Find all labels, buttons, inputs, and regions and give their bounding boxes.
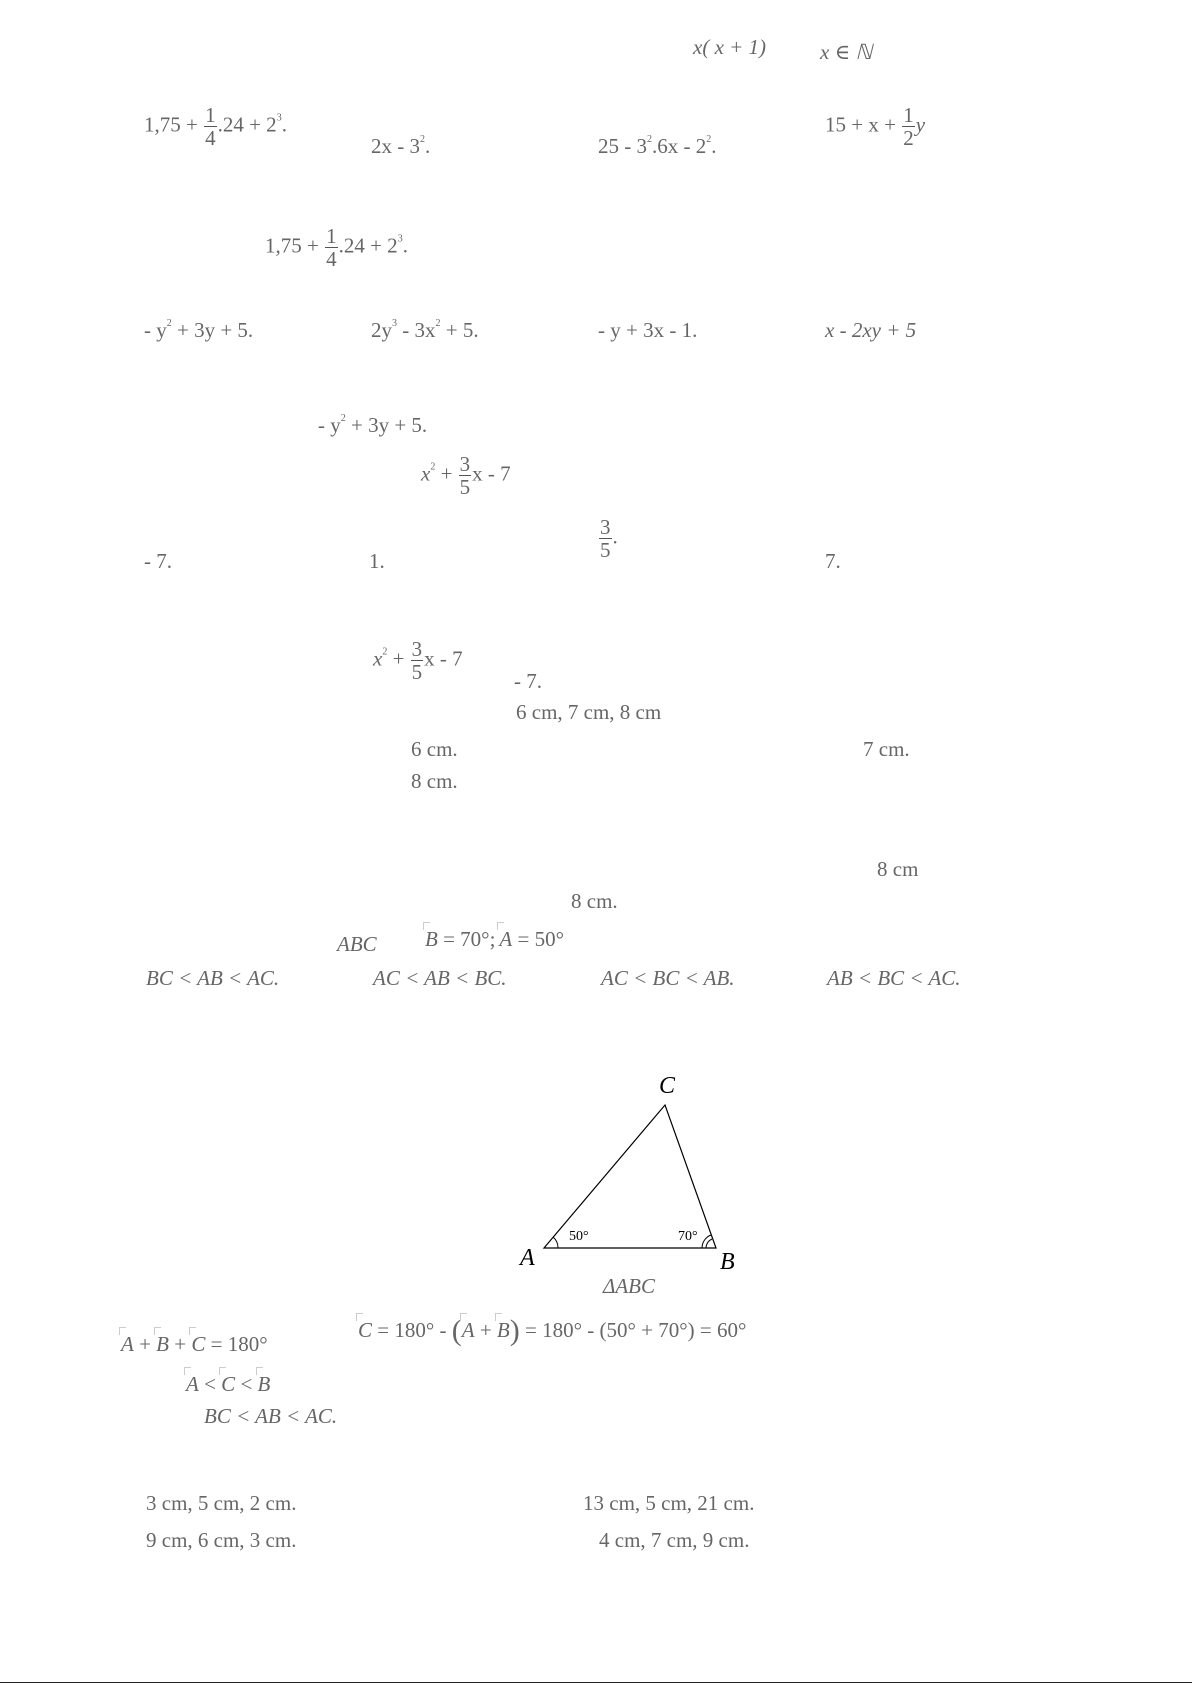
- q3-option-b: 1.: [369, 549, 385, 573]
- a3-poly-plus: +: [387, 646, 410, 671]
- answer-5-result: BC < AB < AC.: [204, 1404, 338, 1428]
- q2a-exp: 2: [166, 318, 172, 329]
- a3-poly-num: 3: [411, 637, 423, 661]
- q3c-fraction: [599, 516, 612, 561]
- a5-calc-plus: +: [474, 1318, 497, 1342]
- q5-angle-b-value: = 70°;: [437, 927, 496, 951]
- q3-poly-num: 3: [459, 452, 471, 476]
- q1c-exp1: 2: [647, 134, 652, 145]
- a5-sum-c: C: [191, 1332, 206, 1356]
- q3c-num: 3: [600, 515, 611, 539]
- angle-b-value: 70°: [678, 1229, 698, 1244]
- a5-calc-part1: = 180° -: [372, 1318, 452, 1342]
- a5-calc-close-paren: ): [509, 1314, 520, 1347]
- a3-poly-exp: 2: [382, 646, 388, 658]
- q1d-fraction: [902, 104, 915, 149]
- a5-sum-a: A: [121, 1332, 134, 1356]
- a1-num: 1: [326, 224, 337, 248]
- a5-order-b: B: [257, 1372, 271, 1396]
- answer-2: [318, 413, 427, 437]
- q1c-part3: .: [711, 134, 717, 158]
- q3-poly-plus: +: [435, 461, 458, 486]
- a2-part1: - y: [318, 413, 341, 437]
- q1c-part2: .6x - 2: [652, 134, 707, 158]
- q2b-exp2: 2: [435, 318, 441, 329]
- q2-option-c: - y + 3x - 1.: [598, 318, 698, 342]
- a5-calc-b: B: [496, 1318, 510, 1342]
- triangle-shape: [544, 1105, 716, 1248]
- vertex-c-label: C: [659, 1073, 676, 1099]
- triangle-figure: [510, 1065, 750, 1280]
- a1-part1: 1,75 +: [265, 233, 325, 258]
- a5-calc-a: A: [461, 1318, 475, 1342]
- a3-poly-den: 5: [411, 660, 423, 684]
- q1a-part2: .24 + 2: [217, 112, 277, 137]
- q1a-num: 1: [205, 103, 216, 127]
- angle-b-arc-inner: [706, 1239, 712, 1248]
- q1a-den: 4: [205, 126, 216, 150]
- q5-angle-a-value: = 50°: [512, 927, 564, 951]
- q5-option-c: AC < BC < AB.: [601, 966, 735, 990]
- answer-4-result: 8 cm.: [571, 889, 618, 913]
- a5-sum-plus2: +: [169, 1332, 192, 1356]
- answer-3-coefficient: - 7.: [514, 669, 542, 693]
- q1a-part3: .: [281, 112, 287, 137]
- a5-calc-c: C: [358, 1318, 373, 1342]
- q2b-part1: 2y: [371, 318, 392, 342]
- q2a-part1: - y: [144, 318, 167, 342]
- answer-3-polynomial: [373, 638, 463, 683]
- q3c-dot: .: [612, 524, 618, 549]
- vertex-a-label: A: [520, 1245, 535, 1271]
- q2b-exp1: 3: [392, 318, 397, 329]
- a5-sum-b: B: [156, 1332, 169, 1356]
- q5-angle-a: A: [499, 927, 513, 951]
- q4-option-a: 6 cm.: [411, 737, 458, 761]
- q2b-part2: - 3x: [397, 318, 436, 342]
- header-expression: x( x + 1): [693, 35, 767, 59]
- q1a-part1: 1,75 +: [144, 112, 204, 137]
- a5-order-lt2: <: [235, 1372, 258, 1396]
- a5-order-a: A: [186, 1372, 199, 1396]
- q6-option-c: 9 cm, 6 cm, 3 cm.: [146, 1528, 297, 1552]
- answer-5-angle-sum: [121, 1332, 268, 1356]
- a3-poly-fraction: [411, 638, 424, 683]
- q1-option-c: [598, 134, 717, 158]
- q3-poly-den: 5: [459, 475, 471, 499]
- a5-order-lt1: <: [198, 1372, 222, 1396]
- q1b-part2: .: [425, 134, 431, 158]
- q4-sides: 6 cm, 7 cm, 8 cm: [516, 700, 662, 724]
- q6-option-d: 4 cm, 7 cm, 9 cm.: [599, 1528, 750, 1552]
- answer-4-value: 8 cm: [877, 857, 919, 881]
- q5-given-angles: [425, 927, 564, 951]
- a3-poly-x: x: [373, 646, 383, 671]
- q1-option-d: [825, 104, 925, 149]
- angle-a-value: 50°: [569, 1229, 589, 1244]
- figure-caption: ΔABC: [603, 1274, 655, 1298]
- a5-sum-plus1: +: [133, 1332, 157, 1356]
- a1-den: 4: [326, 247, 337, 271]
- q5-option-d: AB < BC < AC.: [827, 966, 961, 990]
- q5-option-a: BC < AB < AC.: [146, 966, 280, 990]
- q3-poly-exp: 2: [430, 461, 436, 473]
- q1-option-b: [371, 134, 430, 158]
- answer-5-angle-order: [186, 1372, 270, 1396]
- a1-part3: .: [402, 233, 408, 258]
- a2-part2: + 3y + 5.: [345, 413, 428, 437]
- q5-option-b: AC < AB < BC.: [373, 966, 507, 990]
- a1-exp: 3: [397, 233, 403, 245]
- a5-calc-part2: = 180° -: [519, 1318, 600, 1342]
- q3c-den: 5: [600, 538, 611, 562]
- a1-fraction: [325, 225, 338, 270]
- q1d-part2: y: [915, 112, 926, 137]
- q1a-exp: 3: [276, 112, 282, 124]
- q5-angle-b: B: [425, 927, 438, 951]
- a3-poly-rest: x - 7: [424, 646, 463, 671]
- q2a-part2: + 3y + 5.: [171, 318, 254, 342]
- q3-option-a: - 7.: [144, 549, 172, 573]
- a2-exp: 2: [340, 413, 346, 424]
- header-domain: x ∈ ℕ: [820, 40, 873, 64]
- q6-option-a: 3 cm, 5 cm, 2 cm.: [146, 1491, 297, 1515]
- q4-option-b: 7 cm.: [863, 737, 910, 761]
- q3-poly-fraction: [459, 453, 472, 498]
- q1d-den: 2: [903, 126, 914, 150]
- a5-calc-part3: (50° + 70°): [599, 1318, 695, 1342]
- q1d-num: 1: [903, 103, 914, 127]
- a5-sum-rest: = 180°: [205, 1332, 268, 1356]
- q3-poly-x: x: [421, 461, 431, 486]
- q1c-exp2: 2: [706, 134, 712, 145]
- answer-1: [265, 225, 408, 270]
- q2-option-b: [371, 318, 479, 342]
- vertex-b-label: B: [720, 1249, 735, 1275]
- q1-option-a: [144, 104, 287, 149]
- q3-option-d: 7.: [825, 549, 841, 573]
- angle-a-arc: [553, 1237, 558, 1248]
- q1d-part1: 15 + x +: [825, 112, 902, 137]
- q4-option-c: 8 cm.: [411, 769, 458, 793]
- a5-calc-part4: = 60°: [694, 1318, 747, 1342]
- q2-option-a: [144, 318, 253, 342]
- answer-5-calculation: [358, 1314, 747, 1347]
- q3-poly-rest: x - 7: [472, 461, 511, 486]
- q1b-exp: 2: [420, 134, 425, 145]
- q3-polynomial: [421, 453, 511, 498]
- q1c-part1: 25 - 3: [598, 134, 647, 158]
- q3-option-c: [598, 516, 618, 561]
- q1a-fraction: [204, 104, 217, 149]
- q5-triangle-name: ABC: [337, 932, 377, 956]
- a5-calc-open-paren: (: [451, 1314, 462, 1347]
- q6-option-b: 13 cm, 5 cm, 21 cm.: [583, 1491, 755, 1515]
- a1-part2: .24 + 2: [338, 233, 398, 258]
- q1b-part1: 2x - 3: [371, 134, 420, 158]
- q2-option-d: x - 2xy + 5: [825, 318, 917, 342]
- page-bottom-rule: [0, 1682, 1192, 1683]
- q2b-part3: + 5.: [440, 318, 479, 342]
- a5-order-c: C: [221, 1372, 236, 1396]
